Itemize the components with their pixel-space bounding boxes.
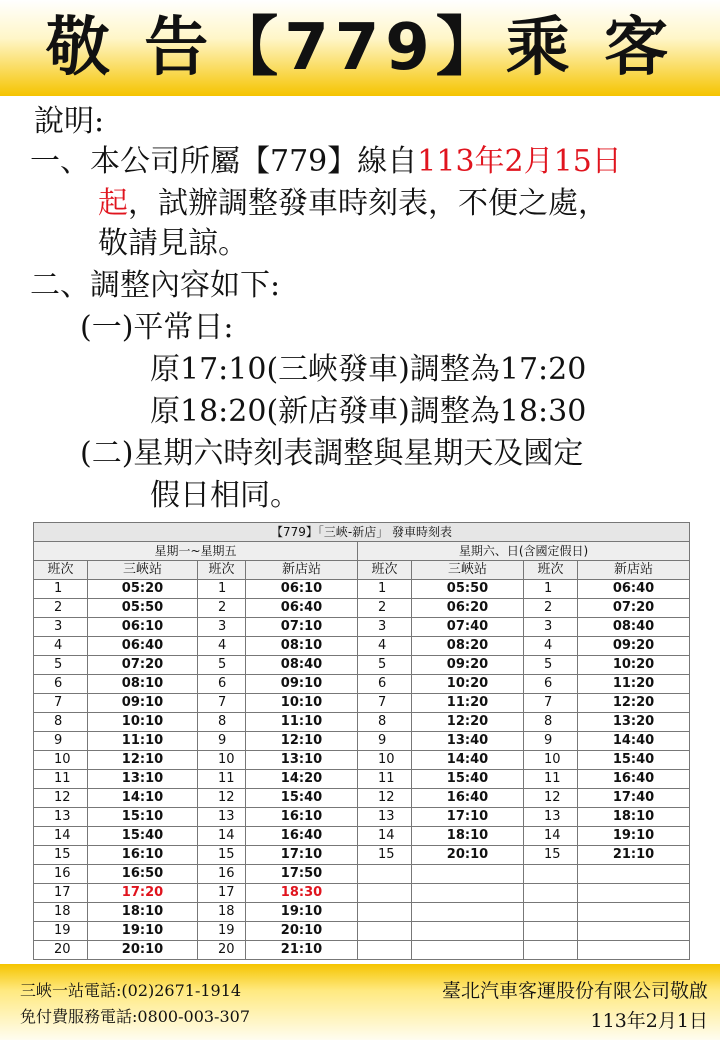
trip-number: 4	[198, 637, 246, 656]
table-row	[34, 656, 690, 675]
weekday-sanxia-time: 13:10	[88, 770, 198, 789]
page-title: 敬 告【779】乘 客	[45, 11, 675, 85]
trip-number: 13	[198, 808, 246, 827]
trip-number: 12	[524, 789, 578, 808]
trip-number: 10	[358, 751, 412, 770]
weekday-sanxia-time: 08:10	[88, 675, 198, 694]
table-row	[34, 884, 690, 903]
weekday-sanxia-time: 06:10	[88, 618, 198, 637]
table-row	[34, 637, 690, 656]
trip-number: 15	[524, 846, 578, 865]
notice-item-1-line-2	[98, 184, 608, 224]
trip-number: 14	[34, 827, 88, 846]
trip-number: 6	[524, 675, 578, 694]
col-header-no: 班次	[198, 561, 246, 580]
trip-number: 4	[524, 637, 578, 656]
weekend-xindian-time: 12:20	[578, 694, 690, 713]
trip-number: 17	[34, 884, 88, 903]
trip-number: 9	[524, 732, 578, 751]
table-row	[34, 827, 690, 846]
weekend-sanxia-time: 20:10	[412, 846, 524, 865]
trip-number: 2	[358, 599, 412, 618]
col-header-xindian: 新店站	[578, 561, 690, 580]
table-row	[34, 941, 690, 960]
weekend-sanxia-time: 09:20	[412, 656, 524, 675]
empty-cell	[358, 922, 412, 941]
weekend-xindian-time: 19:10	[578, 827, 690, 846]
notice-item-1-line-2-rest: ，試辦調整發車時刻表，不便之處，	[128, 186, 608, 221]
notice-item-1-prefix: 一、本公司所屬【779】線自	[30, 144, 418, 179]
empty-cell	[358, 903, 412, 922]
trip-number: 13	[524, 808, 578, 827]
trip-number: 10	[198, 751, 246, 770]
weekend-sanxia-time: 16:40	[412, 789, 524, 808]
empty-cell	[524, 903, 578, 922]
trip-number: 15	[358, 846, 412, 865]
weekday-sanxia-time: 10:10	[88, 713, 198, 732]
notice-item-1	[30, 142, 622, 182]
empty-cell	[412, 922, 524, 941]
weekday-xindian-time: 06:10	[246, 580, 358, 599]
empty-cell	[412, 865, 524, 884]
trip-number: 18	[34, 903, 88, 922]
table-row	[34, 808, 690, 827]
weekend-xindian-time: 06:40	[578, 580, 690, 599]
trip-number: 1	[198, 580, 246, 599]
table-row	[34, 846, 690, 865]
trip-number: 12	[198, 789, 246, 808]
trip-number: 11	[358, 770, 412, 789]
empty-cell	[524, 941, 578, 960]
weekday-sanxia-time: 06:40	[88, 637, 198, 656]
trip-number: 10	[34, 751, 88, 770]
table-row	[34, 599, 690, 618]
weekend-sanxia-time: 07:40	[412, 618, 524, 637]
trip-number: 18	[198, 903, 246, 922]
weekday-sanxia-time: 15:10	[88, 808, 198, 827]
weekend-xindian-time: 09:20	[578, 637, 690, 656]
weekday-sanxia-time: 12:10	[88, 751, 198, 770]
trip-number: 13	[34, 808, 88, 827]
empty-cell	[524, 865, 578, 884]
table-row	[34, 675, 690, 694]
empty-cell	[524, 884, 578, 903]
notice-item-1-line-3: 敬請見諒。	[98, 226, 248, 261]
weekday-xindian-time: 14:20	[246, 770, 358, 789]
weekday-sanxia-time: 16:10	[88, 846, 198, 865]
weekday-sanxia-time: 17:20	[88, 884, 198, 903]
weekend-sanxia-time: 15:40	[412, 770, 524, 789]
weekend-sanxia-time: 14:40	[412, 751, 524, 770]
col-header-no: 班次	[358, 561, 412, 580]
weekday-xindian-time: 20:10	[246, 922, 358, 941]
notice-item-2: 二、調整內容如下:	[30, 268, 281, 303]
trip-number: 7	[358, 694, 412, 713]
trip-number: 6	[358, 675, 412, 694]
notice-label: 說明:	[34, 104, 105, 139]
trip-number: 5	[358, 656, 412, 675]
trip-number: 17	[198, 884, 246, 903]
effective-date-suffix: 起	[98, 186, 128, 221]
trip-number: 3	[358, 618, 412, 637]
table-row	[34, 751, 690, 770]
weekday-xindian-time: 12:10	[246, 732, 358, 751]
timetable	[33, 522, 689, 960]
notice-date: 113年2月1日	[590, 1010, 708, 1032]
trip-number: 3	[34, 618, 88, 637]
table-row	[34, 789, 690, 808]
table-row	[34, 732, 690, 751]
weekday-sanxia-time: 07:20	[88, 656, 198, 675]
empty-cell	[578, 903, 690, 922]
empty-cell	[412, 903, 524, 922]
trip-number: 19	[198, 922, 246, 941]
weekend-sanxia-time: 06:20	[412, 599, 524, 618]
trip-number: 14	[524, 827, 578, 846]
weekday-xindian-time: 16:10	[246, 808, 358, 827]
weekend-xindian-time: 08:40	[578, 618, 690, 637]
notice-change-1: 原17:10(三峽發車)調整為17:20	[150, 352, 587, 387]
trip-number: 3	[524, 618, 578, 637]
weekday-xindian-time: 09:10	[246, 675, 358, 694]
trip-number: 20	[198, 941, 246, 960]
trip-number: 11	[524, 770, 578, 789]
trip-number: 5	[524, 656, 578, 675]
trip-number: 1	[34, 580, 88, 599]
weekday-sanxia-time: 05:50	[88, 599, 198, 618]
weekend-sanxia-time: 05:50	[412, 580, 524, 599]
empty-cell	[578, 865, 690, 884]
weekend-sanxia-time: 11:20	[412, 694, 524, 713]
weekend-sanxia-time: 17:10	[412, 808, 524, 827]
weekday-xindian-time: 08:40	[246, 656, 358, 675]
weekend-group-header: 星期六、日(含國定假日)	[358, 542, 690, 561]
trip-number: 5	[198, 656, 246, 675]
table-row	[34, 618, 690, 637]
weekend-xindian-time: 13:20	[578, 713, 690, 732]
trip-number: 8	[34, 713, 88, 732]
trip-number: 13	[358, 808, 412, 827]
trip-number: 7	[34, 694, 88, 713]
weekend-xindian-time: 11:20	[578, 675, 690, 694]
notice-sub-2-line-2: 假日相同。	[150, 478, 300, 513]
header-banner	[0, 0, 720, 96]
weekday-xindian-time: 21:10	[246, 941, 358, 960]
timetable-caption: 【779】「三峽-新店」 發車時刻表	[34, 523, 690, 542]
footer-banner	[0, 964, 720, 1040]
col-header-no: 班次	[524, 561, 578, 580]
empty-cell	[358, 865, 412, 884]
weekday-sanxia-time: 05:20	[88, 580, 198, 599]
trip-number: 11	[34, 770, 88, 789]
station-phone: 三峽一站電話:(02)2671-1914	[20, 981, 242, 1000]
trip-number: 16	[198, 865, 246, 884]
empty-cell	[412, 884, 524, 903]
trip-number: 7	[524, 694, 578, 713]
trip-number: 5	[34, 656, 88, 675]
weekday-sanxia-time: 15:40	[88, 827, 198, 846]
trip-number: 2	[524, 599, 578, 618]
trip-number: 11	[198, 770, 246, 789]
weekday-xindian-time: 11:10	[246, 713, 358, 732]
trip-number: 9	[358, 732, 412, 751]
weekday-sanxia-time: 11:10	[88, 732, 198, 751]
table-row	[34, 713, 690, 732]
weekday-sanxia-time: 20:10	[88, 941, 198, 960]
effective-date: 113年2月15日	[417, 144, 622, 179]
trip-number: 4	[358, 637, 412, 656]
col-header-no: 班次	[34, 561, 88, 580]
weekday-xindian-time: 10:10	[246, 694, 358, 713]
weekend-xindian-time: 07:20	[578, 599, 690, 618]
weekend-xindian-time: 17:40	[578, 789, 690, 808]
trip-number: 7	[198, 694, 246, 713]
weekend-xindian-time: 10:20	[578, 656, 690, 675]
trip-number: 14	[358, 827, 412, 846]
weekday-xindian-time: 16:40	[246, 827, 358, 846]
trip-number: 15	[34, 846, 88, 865]
notice-sub-2: (二)星期六時刻表調整與星期天及國定	[80, 436, 584, 471]
weekday-xindian-time: 17:50	[246, 865, 358, 884]
weekday-sanxia-time: 09:10	[88, 694, 198, 713]
table-row	[34, 694, 690, 713]
weekday-xindian-time: 18:30	[246, 884, 358, 903]
trip-number: 15	[198, 846, 246, 865]
trip-number: 3	[198, 618, 246, 637]
weekday-sanxia-time: 19:10	[88, 922, 198, 941]
company-signature: 臺北汽車客運股份有限公司敬啟	[441, 980, 708, 1002]
empty-cell	[578, 884, 690, 903]
weekend-sanxia-time: 12:20	[412, 713, 524, 732]
weekend-xindian-time: 18:10	[578, 808, 690, 827]
trip-number: 14	[198, 827, 246, 846]
weekday-xindian-time: 06:40	[246, 599, 358, 618]
weekday-xindian-time: 19:10	[246, 903, 358, 922]
weekday-xindian-time: 08:10	[246, 637, 358, 656]
table-row	[34, 865, 690, 884]
table-row	[34, 580, 690, 599]
weekend-sanxia-time: 18:10	[412, 827, 524, 846]
weekend-sanxia-time: 10:20	[412, 675, 524, 694]
weekend-xindian-time: 16:40	[578, 770, 690, 789]
trip-number: 4	[34, 637, 88, 656]
weekday-xindian-time: 13:10	[246, 751, 358, 770]
table-row	[34, 770, 690, 789]
table-row	[34, 903, 690, 922]
weekday-sanxia-time: 18:10	[88, 903, 198, 922]
table-row	[34, 922, 690, 941]
trip-number: 8	[198, 713, 246, 732]
weekday-xindian-time: 17:10	[246, 846, 358, 865]
empty-cell	[412, 941, 524, 960]
col-header-sanxia: 三峽站	[412, 561, 524, 580]
weekend-sanxia-time: 08:20	[412, 637, 524, 656]
trip-number: 8	[524, 713, 578, 732]
empty-cell	[524, 922, 578, 941]
notice-sub-1: (一)平常日:	[80, 310, 234, 345]
notice-change-2: 原18:20(新店發車)調整為18:30	[150, 394, 587, 429]
trip-number: 16	[34, 865, 88, 884]
weekday-group-header: 星期一~星期五	[34, 542, 358, 561]
weekday-xindian-time: 15:40	[246, 789, 358, 808]
trip-number: 10	[524, 751, 578, 770]
trip-number: 1	[358, 580, 412, 599]
weekend-xindian-time: 15:40	[578, 751, 690, 770]
weekend-sanxia-time: 13:40	[412, 732, 524, 751]
trip-number: 12	[358, 789, 412, 808]
col-header-xindian: 新店站	[246, 561, 358, 580]
weekday-sanxia-time: 14:10	[88, 789, 198, 808]
trip-number: 1	[524, 580, 578, 599]
empty-cell	[358, 884, 412, 903]
empty-cell	[578, 941, 690, 960]
weekday-sanxia-time: 16:50	[88, 865, 198, 884]
trip-number: 2	[34, 599, 88, 618]
weekend-xindian-time: 21:10	[578, 846, 690, 865]
trip-number: 6	[34, 675, 88, 694]
trip-number: 6	[198, 675, 246, 694]
trip-number: 9	[198, 732, 246, 751]
trip-number: 2	[198, 599, 246, 618]
col-header-sanxia: 三峽站	[88, 561, 198, 580]
empty-cell	[358, 941, 412, 960]
timetable-grid	[33, 522, 690, 960]
trip-number: 20	[34, 941, 88, 960]
free-service-phone: 免付費服務電話:0800-003-307	[20, 1007, 251, 1026]
trip-number: 12	[34, 789, 88, 808]
empty-cell	[578, 922, 690, 941]
trip-number: 19	[34, 922, 88, 941]
trip-number: 9	[34, 732, 88, 751]
weekend-xindian-time: 14:40	[578, 732, 690, 751]
trip-number: 8	[358, 713, 412, 732]
weekday-xindian-time: 07:10	[246, 618, 358, 637]
